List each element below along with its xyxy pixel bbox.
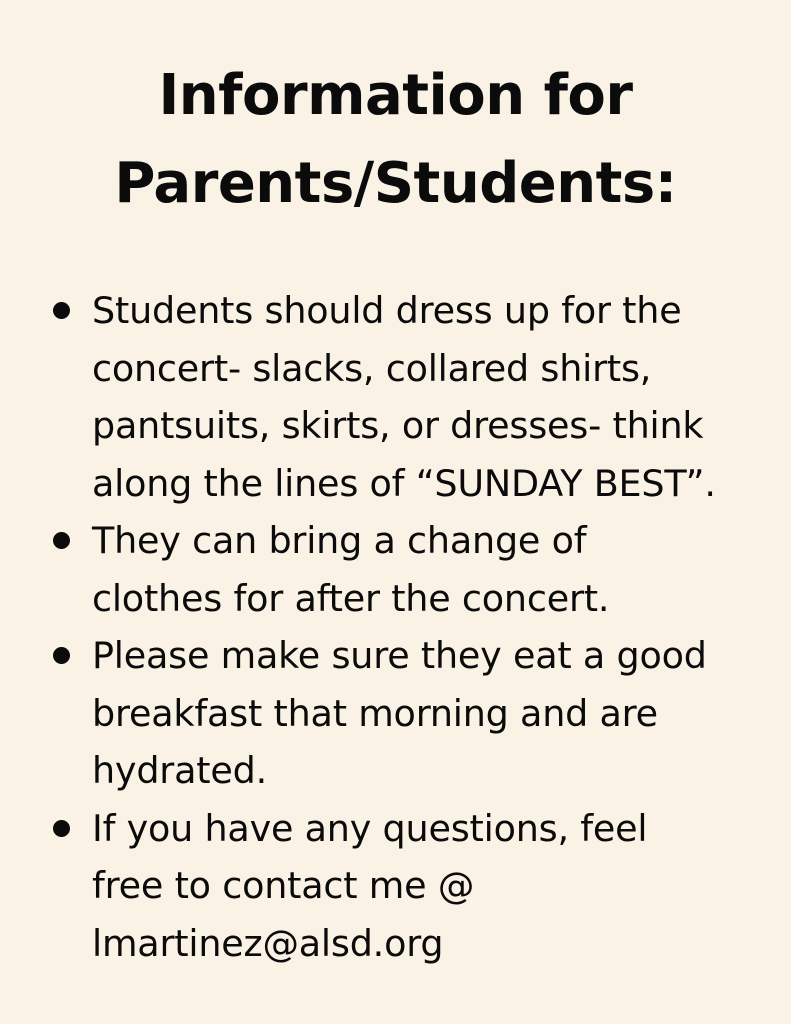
info-item-change-clothes: [0, 512, 791, 627]
info-line: clothes for after the concert.: [92, 576, 610, 620]
info-line: Students should dress up for the: [92, 289, 682, 332]
info-line: breakfast that morning and are: [92, 691, 658, 735]
title-line-2: Parents/Students:: [114, 151, 677, 216]
info-item-dress-code: [0, 282, 791, 512]
bullet-icon: [53, 647, 70, 664]
info-line: along the lines of “SUNDAY BEST”.: [92, 461, 716, 505]
contact-email: lmartinez@alsd.org: [92, 921, 444, 965]
bullet-icon: [53, 302, 70, 319]
info-line: pantsuits, skirts, or dresses- think: [92, 404, 704, 447]
info-line: Please make sure they eat a good: [92, 634, 707, 677]
info-line: concert- slacks, collared shirts,: [92, 346, 652, 390]
info-item-contact: [0, 800, 791, 973]
bullet-icon: [53, 820, 70, 837]
bullet-icon: [53, 532, 70, 549]
info-list: [0, 282, 791, 972]
info-line: free to contact me @: [92, 864, 475, 907]
info-item-breakfast: [0, 627, 791, 800]
info-line: If you have any questions, feel: [92, 806, 648, 850]
info-line: They can bring a change of: [92, 519, 587, 562]
page-title: [0, 52, 791, 228]
info-line: hydrated.: [92, 749, 268, 792]
title-line-1: Information for: [158, 63, 633, 128]
